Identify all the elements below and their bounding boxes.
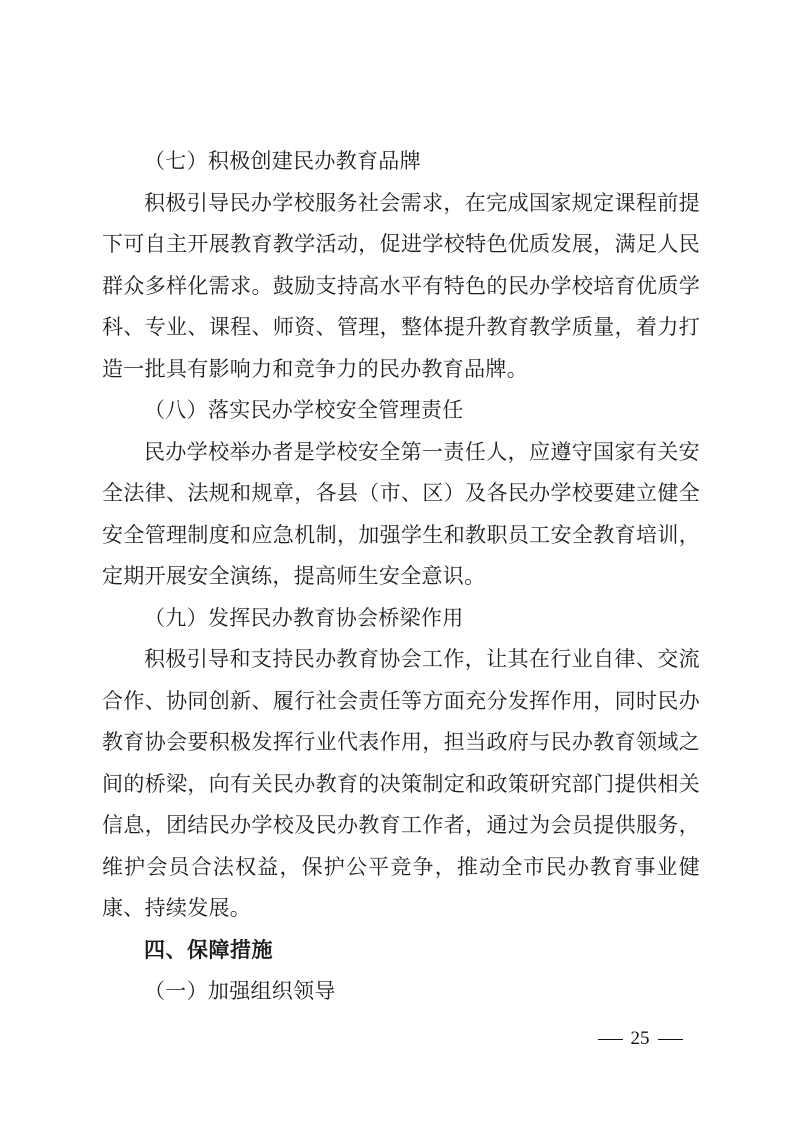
subheading-item-9: （九）发挥民办教育协会桥梁作用 (144, 605, 464, 630)
section-heading-4: 四、保障措施 (144, 938, 273, 962)
subheading-item-4-1: （一）加强组织领导 (144, 979, 336, 1003)
footer-left-dash: — (597, 1028, 623, 1049)
page-number: 25 (630, 1028, 650, 1049)
paragraph-item-7: 积极引导民办学校服务社会需求，在完成国家规定课程前提下可自主开展教育教学活动，促进学校特色优质发展，满足人民群众多样化需求。鼓励支持高水平有特色的民办学校培育优质学科、专业、课程、师资、管理，整体提升教育教学质量，着力打造一批具有影响力和竞争力的民办教育品牌。 (102, 190, 700, 381)
paragraph-item-9: 积极引导和支持民办教育协会工作，让其在行业自律、交流合作、协同创新、履行社会责任等方面充分发挥作用，同时民办教育协会要积极发挥行业代表作用，担当政府与民办教育领域之间的桥梁，向有关民办教育的决策制定和政策研究部门提供相关信息，团结民办学校及民办教育工作者，通过为会员提供服务，维护会员合法权益，保护公平竞争，推动全市民办教育事业健康、持续发展。 (102, 647, 700, 920)
paragraph-item-8: 民办学校举办者是学校安全第一责任人，应遵守国家有关安全法律、法规和规章，各县（市、区）及各民办学校要建立健全安全管理制度和应急机制，加强学生和教职员工安全教育培训，定期开展安全演练，提高师生安全意识。 (102, 439, 700, 588)
subheading-item-8: （八）落实民办学校安全管理责任 (144, 398, 464, 422)
footer-right-dash: — (657, 1028, 683, 1049)
document-content (102, 141, 700, 1013)
subheading-item-7: （七）积极创建民办教育品牌 (144, 149, 421, 173)
page-footer (588, 1028, 692, 1050)
